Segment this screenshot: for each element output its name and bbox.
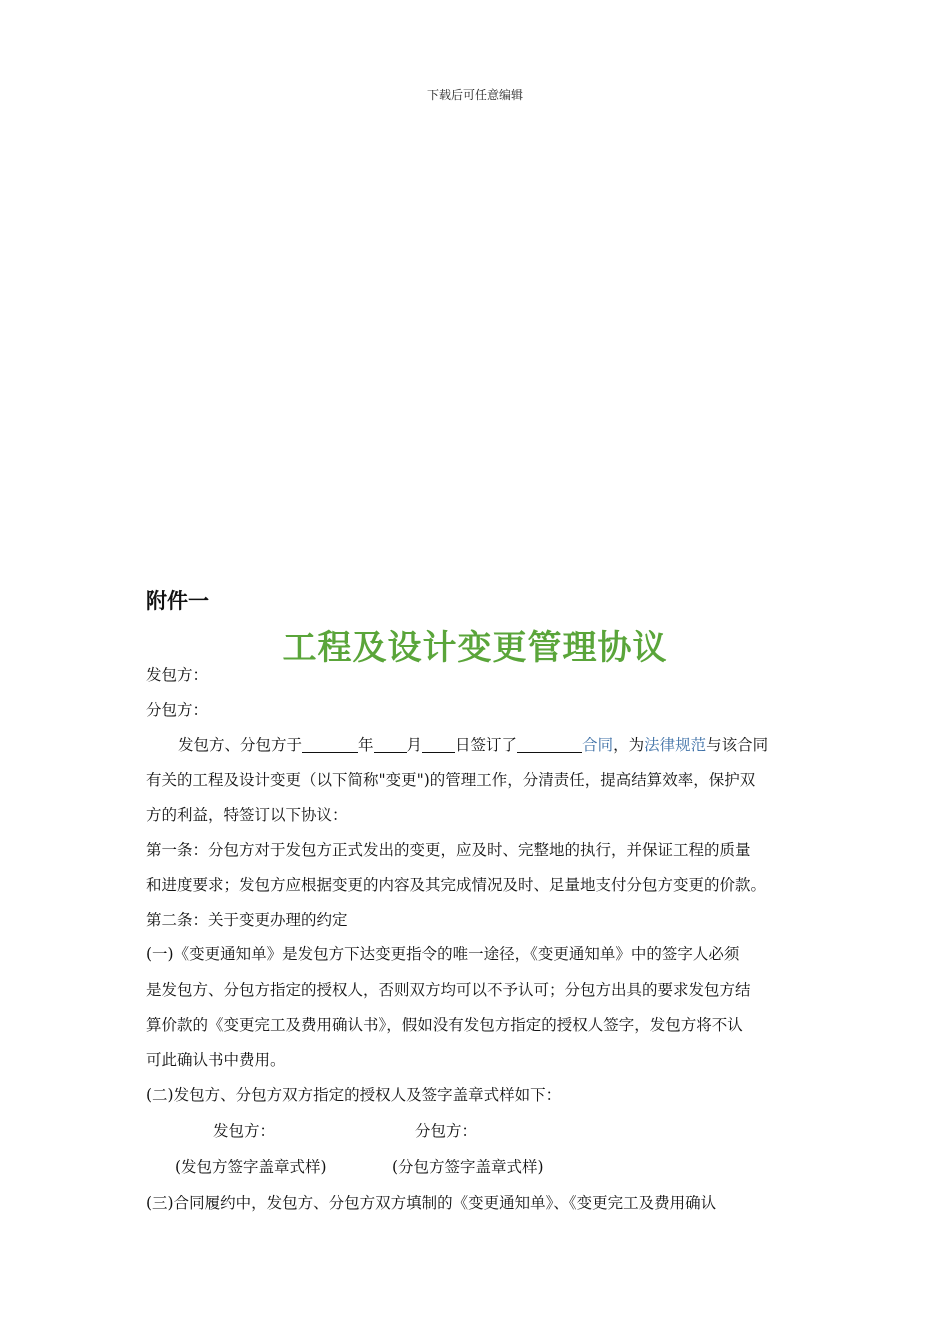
intro-year: 年 [358, 736, 374, 754]
intro-line-3: 方的利益，特签订以下协议： [146, 806, 348, 824]
blank-day[interactable] [422, 737, 455, 754]
signature-sample-b: (分包方签字盖章式样) [392, 1158, 544, 1176]
annex-label: 附件一 [146, 589, 209, 613]
blank-contract-name[interactable] [517, 737, 582, 754]
document-title: 工程及设计变更管理协议 [282, 628, 668, 668]
intro-line-1 [178, 733, 768, 755]
intro-day: 日签订了 [455, 736, 518, 754]
article1-line-2: 和进度要求；发包方应根据变更的内容及其完成情况及时、足量地支付分包方变更的价款。 [146, 876, 767, 894]
intro-text-2: ，为 [613, 736, 645, 754]
party-a-line: 发包方： [146, 666, 209, 684]
law-link[interactable]: 法律规范 [644, 736, 707, 754]
article2-item2: (二)发包方、分包方双方指定的授权人及签字盖章式样如下： [146, 1086, 562, 1104]
article2-item3: (三)合同履约中，发包方、分包方双方填制的《变更通知单》、《变更完工及费用确认 [146, 1194, 717, 1212]
intro-text-1: 发包方、分包方于 [178, 736, 303, 754]
signature-party-b-label: 分包方： [415, 1122, 478, 1140]
intro-month: 月 [406, 736, 423, 754]
signature-party-a-label: 发包方： [213, 1122, 276, 1140]
intro-text-3: 与该合同 [706, 736, 769, 754]
blank-year[interactable] [302, 737, 358, 754]
contract-link[interactable]: 合同 [582, 736, 614, 754]
article2-heading: 第二条：关于变更办理的约定 [146, 911, 348, 929]
article2-item1-line-3: 算价款的《变更完工及费用确认书》，假如没有发包方指定的授权人签字，发包方将不认 [146, 1016, 743, 1034]
article1-line-1: 第一条：分包方对于发包方正式发出的变更，应及时、完整地的执行，并保证工程的质量 [146, 841, 751, 859]
article2-item1-line-2: 是发包方、分包方指定的授权人，否则双方均可以不予认可；分包方出具的要求发包方结 [146, 981, 751, 999]
signature-sample-a: (发包方签字盖章式样) [175, 1158, 327, 1176]
blank-month[interactable] [374, 737, 407, 754]
header-note: 下载后可任意编辑 [426, 88, 523, 102]
intro-line-2: 有关的工程及设计变更（以下简称"变更")的管理工作，分清责任，提高结算效率，保护双 [146, 771, 756, 789]
article2-item1-line-4: 可此确认书中费用。 [146, 1051, 286, 1069]
article2-item1-line-1: (一)《变更通知单》是发包方下达变更指令的唯一途径，《变更通知单》中的签字人必须 [146, 945, 740, 963]
party-b-line: 分包方： [146, 701, 209, 719]
